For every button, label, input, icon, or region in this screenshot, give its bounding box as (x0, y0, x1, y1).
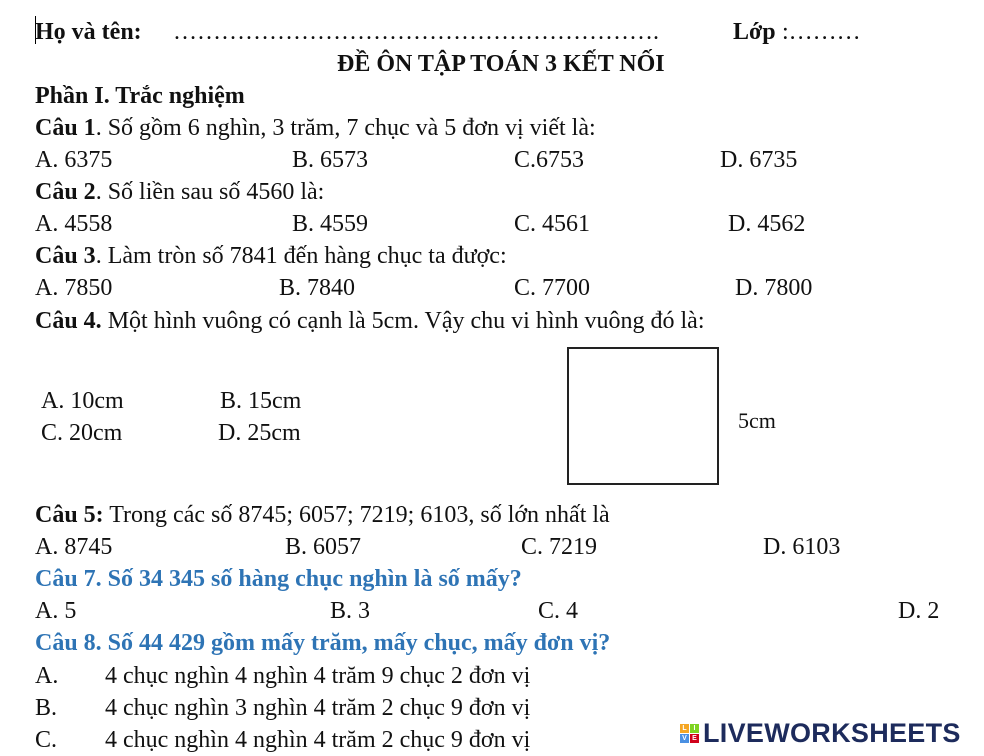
square-side-label: 5cm (738, 408, 776, 433)
q2-option-c[interactable]: C. 4561 (514, 211, 591, 237)
q7-option-b[interactable]: B. 3 (330, 598, 371, 624)
q2-option-a[interactable]: A. 4558 (35, 211, 113, 237)
q2-option-d[interactable]: D. 4562 (728, 211, 806, 237)
question-4 (35, 307, 705, 335)
logo-mark-i: I (690, 724, 699, 733)
q4-option-a[interactable]: A. 10cm (41, 388, 124, 414)
name-dots: ……………………………………………………. (173, 19, 659, 45)
q1-option-a[interactable]: A. 6375 (35, 147, 113, 173)
q4-option-c[interactable]: C. 20cm (41, 420, 123, 446)
question-4-number: Câu 4. (35, 308, 102, 334)
question-4-text: Một hình vuông có cạnh là 5cm. Vậy chu vi hình vuông đó là: (101, 308, 705, 334)
liveworksheets-logo (680, 716, 961, 750)
class-dots: :……… (782, 19, 861, 45)
q1-option-b[interactable]: B. 6573 (292, 147, 369, 173)
q4-option-d[interactable]: D. 25cm (218, 420, 301, 446)
question-8: Câu 8. Số 44 429 gồm mấy trăm, mấy chục, mấy đơn vị? (35, 630, 611, 656)
q3-option-c[interactable]: C. 7700 (514, 275, 591, 301)
q8-option-a-text[interactable]: 4 chục nghìn 4 nghìn 4 trăm 9 chục 2 đơn vị (105, 663, 531, 689)
q4-option-b[interactable]: B. 15cm (220, 388, 302, 414)
q3-option-b[interactable]: B. 7840 (279, 275, 356, 301)
question-5-number: Câu 5: (35, 502, 104, 528)
logo-mark-l: L (680, 724, 689, 733)
q7-option-d[interactable]: D. 2 (898, 598, 940, 624)
q1-option-c[interactable]: C.6753 (514, 147, 585, 173)
question-3-number: Câu 3 (35, 243, 96, 269)
section-title: Phần I. Trắc nghiệm (35, 83, 245, 109)
q3-option-d[interactable]: D. 7800 (735, 275, 813, 301)
q8-option-a-letter[interactable]: A. (35, 663, 59, 689)
q2-option-b[interactable]: B. 4559 (292, 211, 369, 237)
page-title: ĐỀ ÔN TẬP TOÁN 3 KẾT NỐI (337, 51, 665, 77)
liveworksheets-logo-text: LIVEWORKSHEETS (703, 717, 961, 748)
q5-option-b[interactable]: B. 6057 (285, 534, 362, 560)
q8-option-b-letter[interactable]: B. (35, 695, 58, 721)
q5-option-a[interactable]: A. 8745 (35, 534, 113, 560)
q8-option-c-letter[interactable]: C. (35, 727, 58, 753)
square-figure (567, 347, 719, 485)
question-5 (35, 501, 610, 529)
class-label: Lớp (733, 19, 776, 45)
q5-option-d[interactable]: D. 6103 (763, 534, 841, 560)
question-1-number: Câu 1 (35, 115, 96, 141)
question-2-text: . Số liền sau số 4560 là: (95, 179, 325, 205)
question-2-number: Câu 2 (35, 179, 96, 205)
question-3 (35, 242, 507, 270)
question-7: Câu 7. Số 34 345 số hàng chục nghìn là số mấy? (35, 566, 522, 592)
q7-option-a[interactable]: A. 5 (35, 598, 77, 624)
question-1-text: . Số gồm 6 nghìn, 3 trăm, 7 chục và 5 đơn vị viết là: (95, 115, 596, 141)
q8-option-c-text[interactable]: 4 chục nghìn 4 nghìn 4 trăm 2 chục 9 đơn vị (105, 727, 531, 753)
question-2 (35, 178, 324, 206)
name-label: Họ và tên: (35, 19, 142, 45)
q7-option-c[interactable]: C. 4 (538, 598, 579, 624)
logo-mark-v: V (680, 734, 689, 743)
liveworksheets-logo-icon (680, 724, 699, 743)
q1-option-d[interactable]: D. 6735 (720, 147, 798, 173)
question-3-text: . Làm tròn số 7841 đến hàng chục ta được: (95, 243, 507, 269)
q5-option-c[interactable]: C. 7219 (521, 534, 598, 560)
q8-option-b-text[interactable]: 4 chục nghìn 3 nghìn 4 trăm 2 chục 9 đơn vị (105, 695, 531, 721)
q3-option-a[interactable]: A. 7850 (35, 275, 113, 301)
question-1 (35, 114, 596, 142)
question-5-text: Trong các số 8745; 6057; 7219; 6103, số lớn nhất là (103, 502, 610, 528)
logo-mark-e: E (690, 734, 699, 743)
